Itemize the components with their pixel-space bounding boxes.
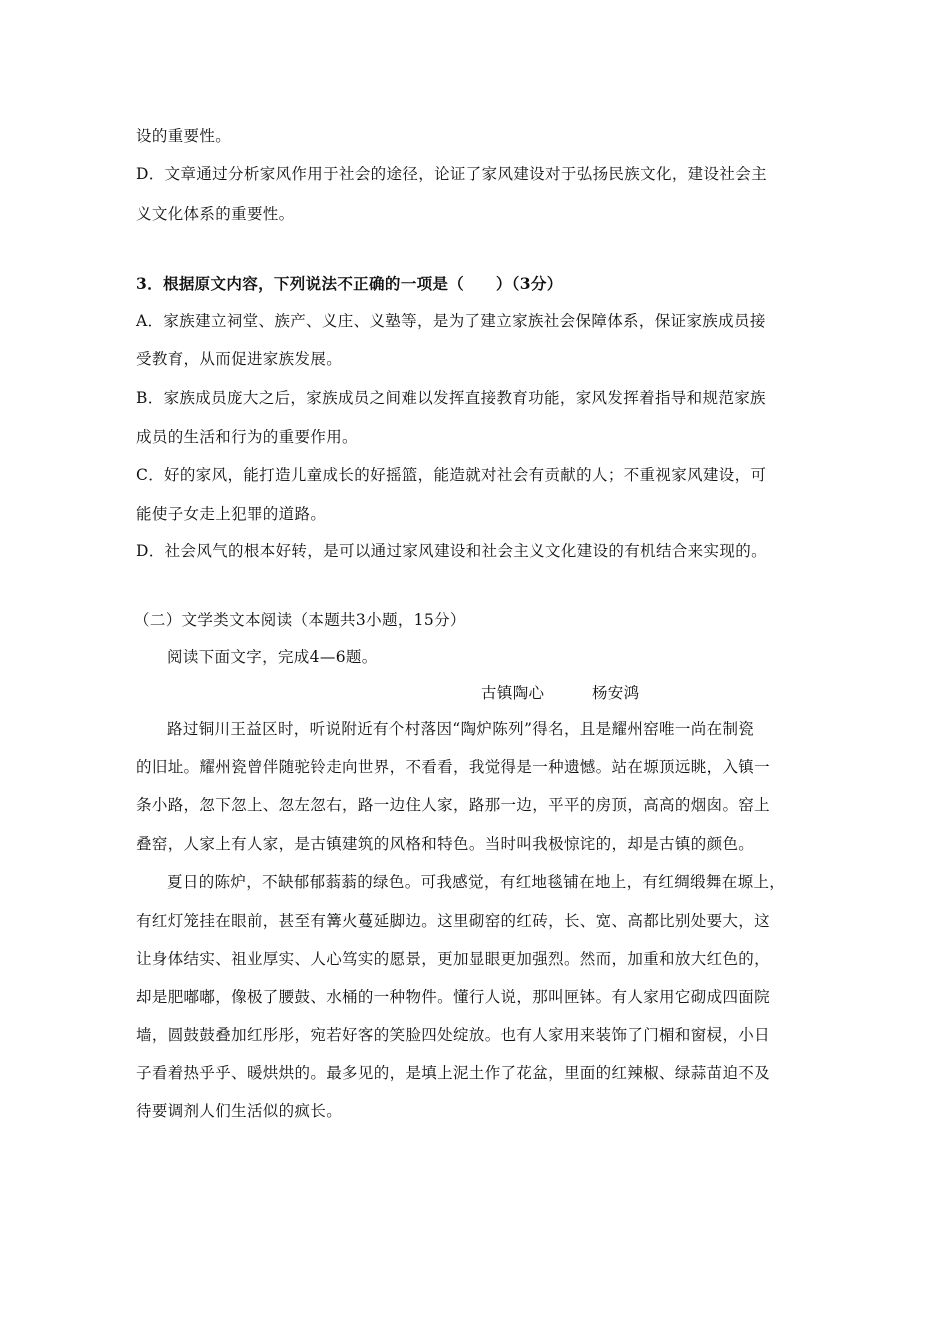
q2-option-d-line1: D．文章通过分析家风作用于社会的途径，论证了家风建设对于弘扬民族文化，建设社会主 (136, 165, 767, 183)
passage-p2-line2: 有红灯笼挂在眼前，甚至有篝火蔓延脚边。这里砌窑的红砖，长、宽、高都比别处要大，这 (136, 912, 771, 930)
passage-p2-line5: 墙，圆鼓鼓叠加红彤彤，宛若好客的笑脸四处绽放。也有人家用来装饰了门楣和窗棂，小日 (136, 1026, 771, 1044)
passage-p2-line3: 让身体结实、祖业厚实、人心笃实的愿景，更加显眼更加强烈。然而，加重和放大红色的， (136, 950, 771, 968)
passage-p1-line4: 叠窑，人家上有人家，是古镇建筑的风格和特色。当时叫我极惊诧的，却是古镇的颜色。 (136, 835, 755, 853)
passage-p1-line2: 的旧址。耀州瓷曾伴随驼铃走向世界，不看看，我觉得是一种遗憾。站在塬顶远眺，入镇一 (136, 758, 771, 776)
q3-option-c-line1: C．好的家风，能打造儿童成长的好摇篮，能造就对社会有贡献的人；不重视家风建设，可 (136, 466, 767, 484)
q3-option-b-line2: 成员的生活和行为的重要作用。 (136, 428, 358, 446)
passage-p1-line3: 条小路，忽下忽上、忽左忽右，路一边住人家，路那一边，平平的房顶，高高的烟囱。窑上 (136, 796, 771, 814)
passage-p2-line7: 待要调剂人们生活似的疯长。 (136, 1102, 343, 1120)
q3-option-c-line2: 能使子女走上犯罪的道路。 (136, 505, 327, 523)
q3-option-a-line2: 受教育，从而促进家族发展。 (136, 350, 343, 368)
passage-p2-line4: 却是肥嘟嘟，像极了腰鼓、水桶的一种物件。懂行人说，那叫匣钵。有人家用它砌成四面院 (136, 988, 771, 1006)
reading-instruction: 阅读下面文字，完成4—6题。 (167, 648, 378, 666)
passage-p2-line1: 夏日的陈炉，不缺郁郁蓊蓊的绿色。可我感觉，有红地毯铺在地上，有红绸缎舞在塬上， (167, 873, 786, 891)
passage-p1-line1: 路过铜川王益区时，听说附近有个村落因“陶炉陈列”得名，且是耀州窑唯一尚在制瓷 (167, 720, 755, 738)
q3-option-a-line1: A．家族建立祠堂、族产、义庄、义塾等，是为了建立家族社会保障体系，保证家族成员接 (136, 312, 766, 330)
q2-option-c-continuation: 设的重要性。 (136, 127, 232, 145)
q2-option-d-line2: 义文化体系的重要性。 (136, 205, 295, 223)
q3-option-d-line1: D．社会风气的根本好转，是可以通过家风建设和社会主义文化建设的有机结合来实现的。 (136, 542, 767, 560)
passage-p2-line6: 子看着热乎乎、暖烘烘的。最多见的，是填上泥土作了花盆，里面的红辣椒、绿蒜苗迫不及 (136, 1064, 771, 1082)
section-heading: （二）文学类文本阅读（本题共3小题，15分） (134, 611, 466, 629)
passage-title-author: 古镇陶心 杨安鸿 (481, 684, 640, 702)
q3-option-b-line1: B．家族成员庞大之后，家族成员之间难以发挥直接教育功能，家风发挥着指导和规范家族 (136, 389, 766, 407)
q3-question-stem: 3．根据原文内容，下列说法不正确的一项是（ ）（3分） (136, 274, 563, 293)
